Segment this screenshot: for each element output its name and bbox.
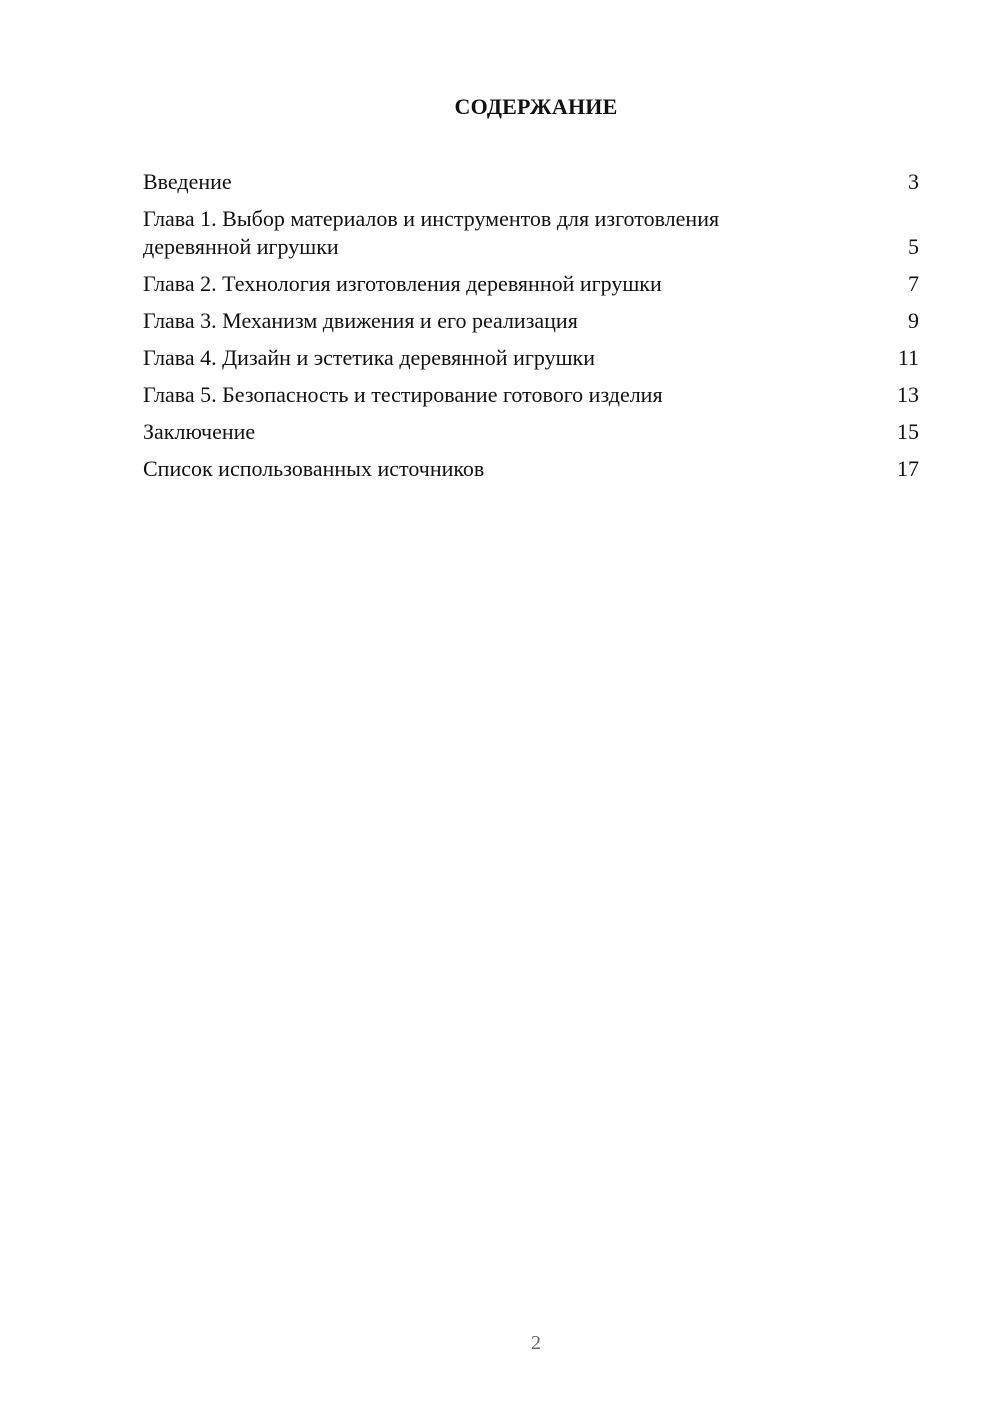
toc-entry-label: Список использованных источников [143, 456, 485, 481]
toc-entry-label: Глава 1. Выбор материалов и инструментов для изготовления деревянной игрушки [143, 206, 720, 259]
toc-entry-page: 17 [897, 456, 919, 481]
toc-entry-chapter-3 [143, 307, 919, 335]
table-of-contents [143, 168, 919, 492]
toc-entry-page: 11 [897, 345, 919, 370]
toc-entry-page: 5 [908, 234, 919, 259]
toc-entry-page: 9 [908, 308, 919, 333]
toc-entry-introduction [143, 168, 919, 196]
page-number: 2 [531, 1332, 541, 1354]
toc-entry-label: Глава 2. Технология изготовления деревянной игрушки [143, 271, 662, 296]
toc-entry-page: 13 [897, 382, 919, 407]
toc-title: СОДЕРЖАНИЕ [454, 94, 618, 119]
toc-entry-page: 7 [908, 271, 919, 296]
toc-entry-conclusion [143, 418, 919, 446]
toc-entry-label: Глава 5. Безопасность и тестирование готового изделия [143, 382, 663, 407]
toc-entry-chapter-1 [143, 205, 919, 261]
toc-entry-page: 3 [908, 169, 919, 194]
toc-entry-chapter-2 [143, 270, 919, 298]
toc-entry-label: Глава 4. Дизайн и эстетика деревянной игрушки [143, 345, 595, 370]
toc-entry-chapter-5 [143, 381, 919, 409]
toc-entry-label: Глава 3. Механизм движения и его реализация [143, 308, 578, 333]
toc-entry-label: Заключение [143, 419, 256, 444]
toc-entry-references [143, 455, 919, 483]
toc-entry-chapter-4 [143, 344, 919, 372]
toc-entry-page: 15 [897, 419, 919, 444]
toc-entry-label: Введение [143, 169, 232, 194]
